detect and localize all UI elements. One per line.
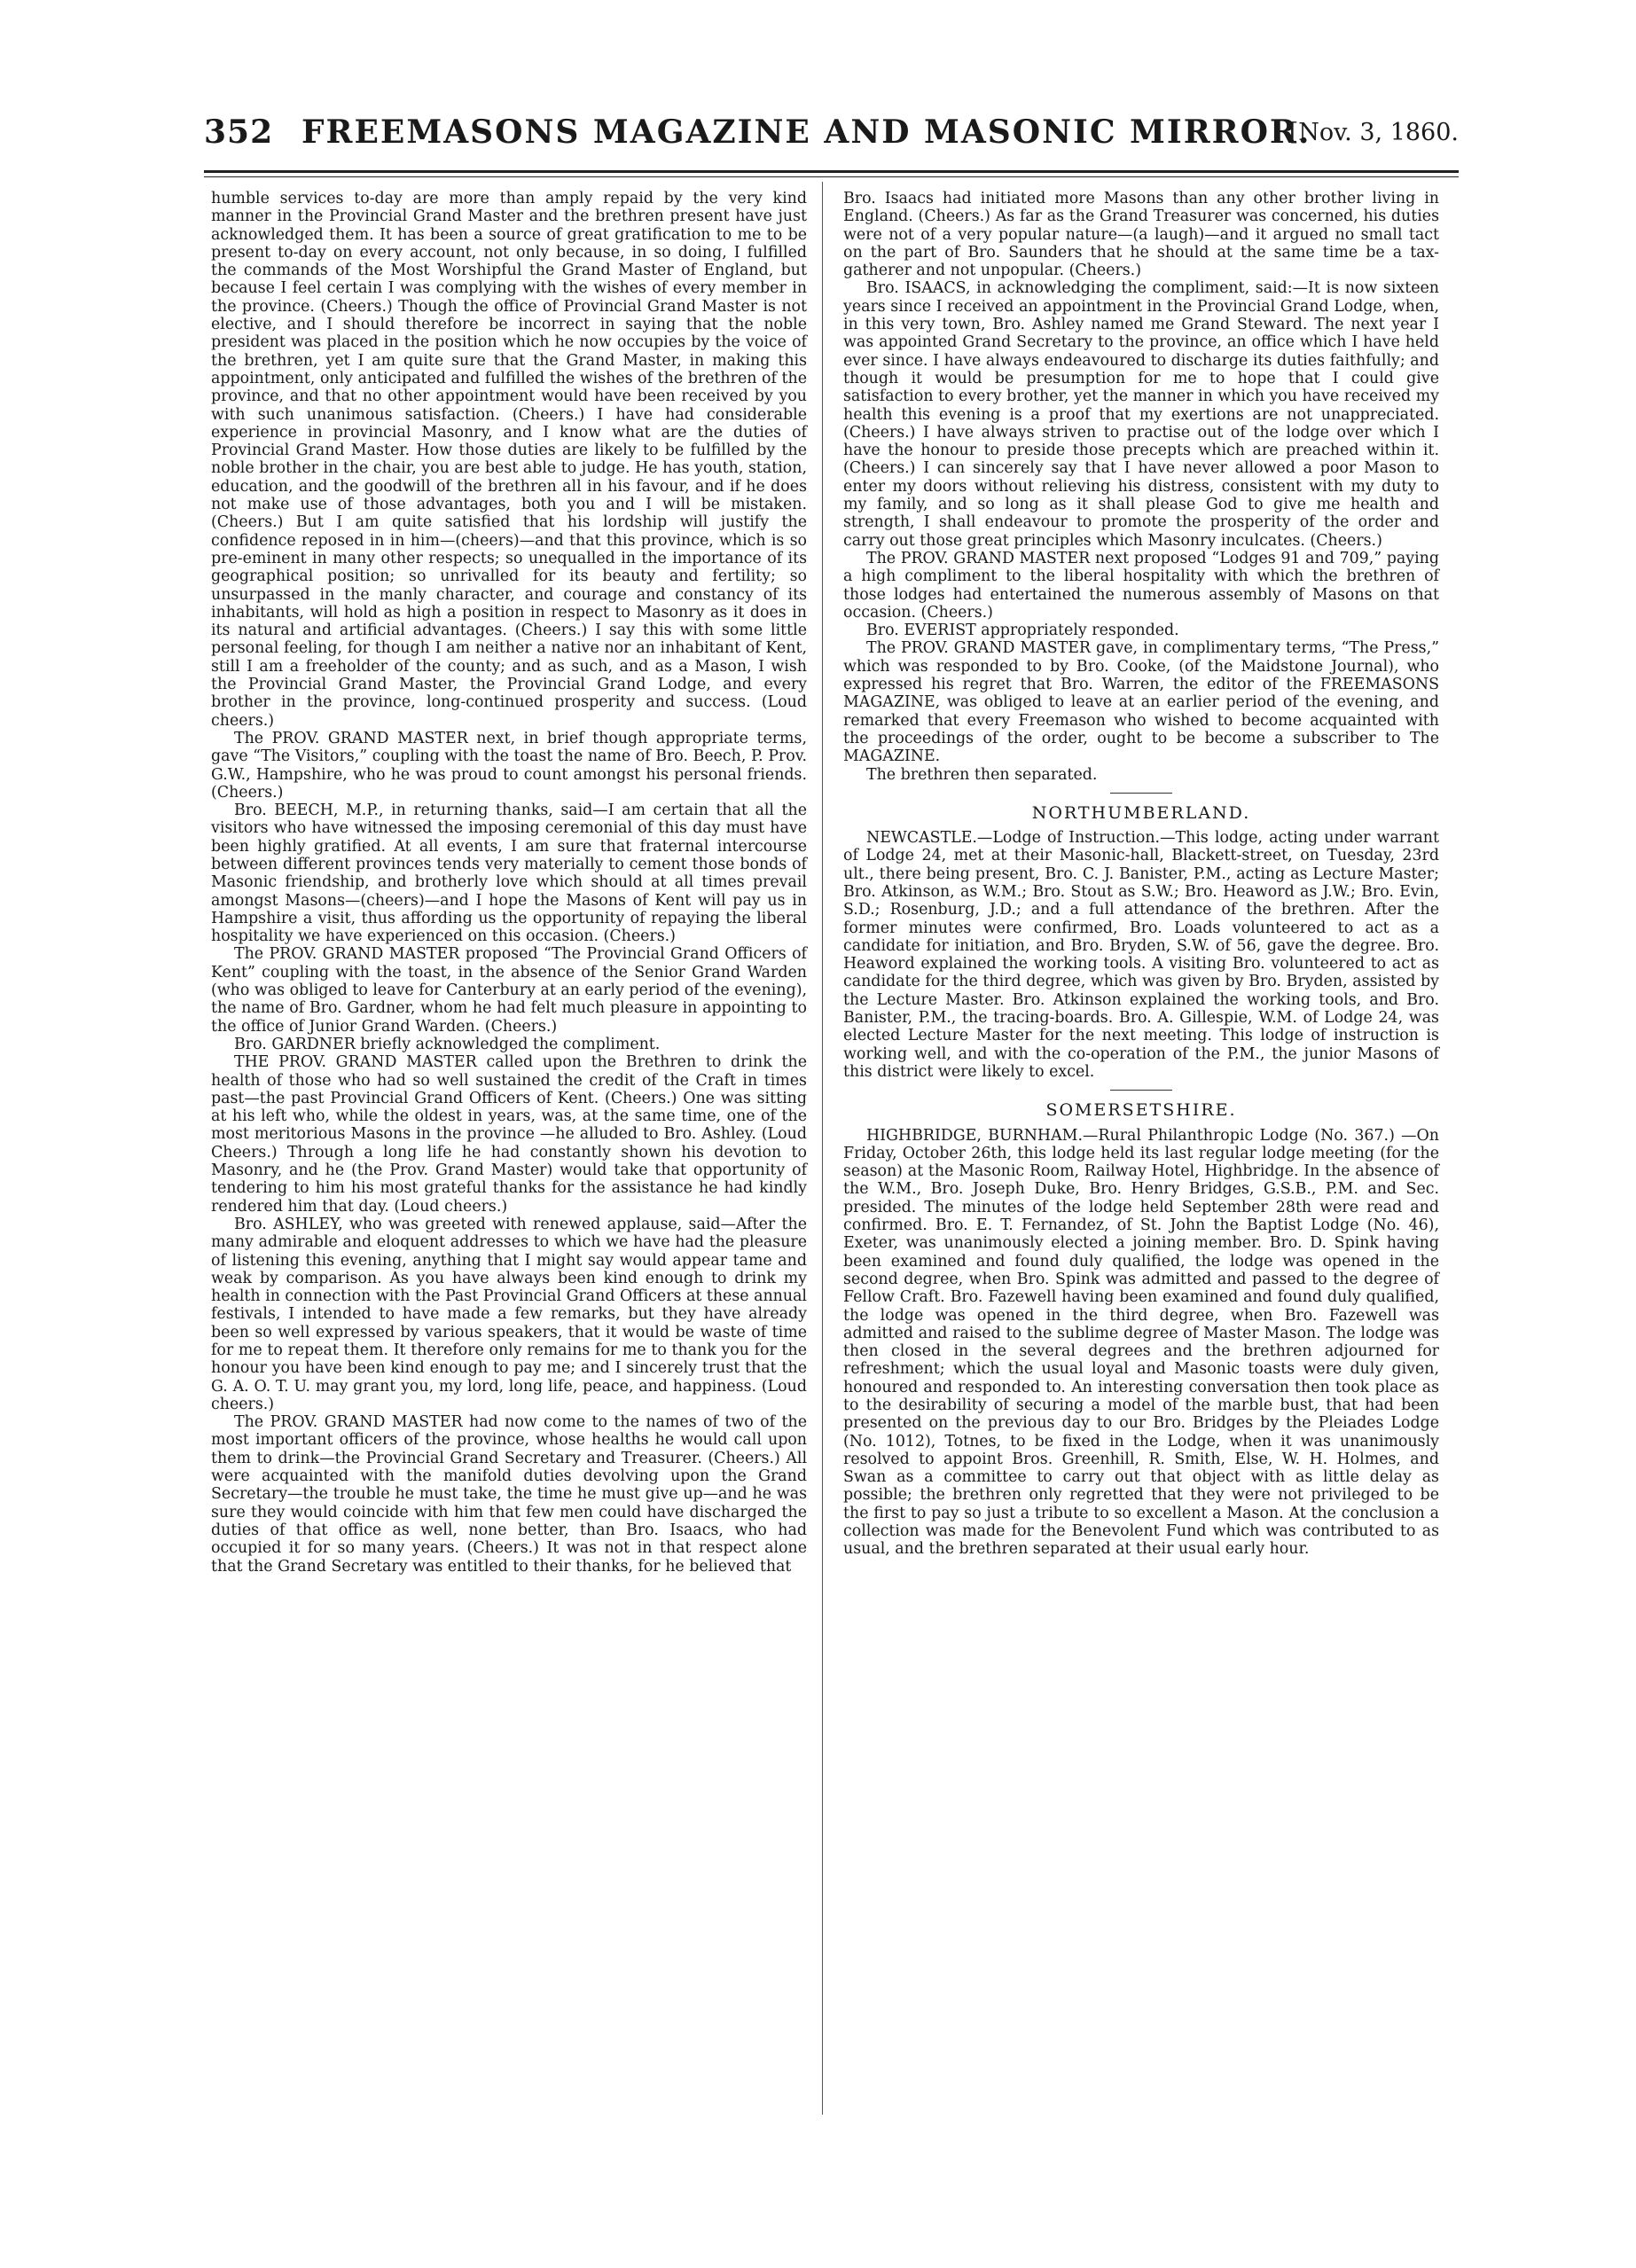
masthead-title: FREEMASONS MAGAZINE AND MASONIC MIRROR. [301,113,1311,151]
paragraph: The PROV. GRAND MASTER proposed “The Provincial Grand Officers of Kent” coupling with the toast, in the absence of the Senior Grand Warden (who was obliged to leave for Canterbury at an early period of the evening), the name of Bro. Gardner, whom he had felt much pleasure in appointing to the office of Junior Grand Warden. (Cheers.) [211,945,808,1036]
header-rule [204,170,1459,173]
paragraph: THE PROV. GRAND MASTER called upon the Brethren to drink the health of those who had so well sustained the credit of the Craft in times past—the past Provincial Grand Officers of Kent. (Cheers.) One was sitting at his left who, while the oldest in years, was, at the same time, one of the most meritorious Masons in the province —he alluded to Bro. Ashley. (Loud Cheers.) Through a long life he had constantly shown his devotion to Masonry, and he (the Prov. Grand Master) would take that opportunity of tendering to him his most grateful thanks for the assistance he had kindly rendered him that day. (Loud cheers.) [211,1053,807,1216]
page-header [204,113,1459,163]
paragraph: NEWCASTLE.—Lodge of Instruction.—This lodge, acting under warrant of Lodge 24, met at their Masonic-hall, Blackett-street, on Tuesday, 23rd ult., there being present, Bro. C. J. Banister, P.M., acting as Lecture Master; Bro. Atkinson, as W.M.; Bro. Stout as S.W.; Bro. Heaword as J.W.; Bro. Evin, S.D.; Rosenburg, J.D.; and a full attendance of the brethren. After the former minutes were confirmed, Bro. Loads volunteered to act as a candidate for initiation, and Bro. Bryden, S.W. of 56, gave the degree. Bro. Heaword explained the working tools. A visiting Bro. volunteered to act as candidate for the third degree, which was given by Bro. Bryden, assisted by the Lecture Master. Bro. Atkinson explained the working tools, and Bro. Banister, P.M., the tracing-boards. Bro. A. Gillespie, W.M. of Lodge 24, was elected Lecture Master for the next meeting. This lodge of instruction is working well, and with the co-operation of the P.M., the junior Masons of this district were likely to excel. [843,829,1439,1081]
paragraph: humble services to-day are more than amply repaid by the very kind manner in the Provincial Grand Master and the brethren present have just acknowledged them. It has been a source of great gratification to me to be present to-day on every account, not only because, in so doing, I fulfilled the commands of the Most Worshipful the Grand Master of England, but because I feel certain I was complying with the wishes of every member in the province. (Cheers.) Though the office of Provincial Grand Master is not elective, and I should therefore be incorrect in saying that the noble president was placed in the position which he now occupies by the voice of the brethren, yet I am quite sure that the Grand Master, in making this appointment, only anticipated and fulfilled the wishes of the brethren of the province, and that no other appointment would have been received by you with such unanimous satisfaction. (Cheers.) I have had considerable experience in provincial Masonry, and I know what are the duties of Provincial Grand Master. How those duties are likely to be fulfilled by the noble brother in the chair, you are best able to judge. He has youth, station, education, and the goodwill of the brethren all in his favour, and if he does not make use of those advantages, both you and I will be mistaken. (Cheers.) But I am quite satisfied that his lordship will justify the confidence reposed in in him—(cheers)—and that this province, which is so pre-eminent in many other respects; so unequalled in the importance of its geographical position; so unrivalled for its beauty and fertility; so unsurpassed in the manly character, and courage and constancy of its inhabitants, will hold as high a position in respect to Masonry as it does in its natural and artificial advantages. (Cheers.) I say this with some little personal feeling, for though I am neither a native nor an inhabitant of Kent, still I am a freeholder of the county; and as such, and as a Mason, I wish the Provincial Grand Master, the Provincial Grand Lodge, and every brother in the province, long-continued prosperity and success. (Loud cheers.) [211,190,807,730]
paragraph: Bro. Isaacs had initiated more Masons than any other brother living in England. (Cheers.) As far as the Grand Treasurer was concerned, his duties were not of a very popular nature—(a laugh)—and it argued no small tact on the part of Bro. Saunders that he should at the same time be a tax-gatherer and not unpopular. (Cheers.) [843,190,1439,280]
paragraph: Bro. ASHLEY, who was greeted with renewed applause, said—After the many admirable and eloquent addresses to which we have had the pleasure of listening this evening, anything that I might say would appear tame and weak by comparison. As you have always been kind enough to drink my health in connection with the Past Provincial Grand Officers at these annual festivals, I intended to have made a few remarks, but they have already been so well expressed by various speakers, that it would be waste of time for me to repeat them. It therefore only remains for me to thank you for the honour you have been kind enough to pay me; and I sincerely trust that the G. A. O. T. U. may grant you, my lord, long life, peace, and happiness. (Loud cheers.) [211,1215,807,1413]
section-heading-northumberland: NORTHUMBERLAND. [1031,802,1251,823]
paragraph: Bro. EVERIST appropriately responded. [866,622,1179,640]
section-rule [1110,1090,1172,1091]
section-rule [1110,793,1172,794]
left-column [211,190,807,1576]
paragraph: The PROV. GRAND MASTER gave, in complimentary terms, “The Press,” which was responded to by Bro. Cooke, (of the Maidstone Journal), who expressed his regret that Bro. Warren, the editor of the FREEMASONS MAGAZINE, was obliged to leave at an earlier period of the evening, and remarked that every Freemason who wished to become acquainted with the proceedings of the order, ought to be become a subscriber to The MAGAZINE. [843,639,1439,766]
paragraph: Bro. ISAACS, in acknowledging the compliment, said:—It is now sixteen years since I received an appointment in the Provincial Grand Lodge, when, in this very town, Bro. Ashley named me Grand Steward. The next year I was appointed Grand Secretary to the province, an office which I have held ever since. I have always endeavoured to discharge its duties faithfully; and though it would be presumption for me to hope that I could give satisfaction to every brother, yet the manner in which you have received my health this evening is a proof that my exertions are not unappreciated. (Cheers.) I have always striven to practise out of the lodge over which I have the honour to preside those precepts which are preached within it. (Cheers.) I can sincerely say that I have never allowed a poor Mason to enter my doors without relieving his distress, consistent with my duty to my family, and so long as it shall please God to give me health and strength, I shall endeavour to promote the prosperity of the order and carry out those great principles which Masonry inculcates. (Cheers.) [843,279,1439,550]
paragraph: Bro. BEECH, M.P., in returning thanks, said—I am certain that all the visitors who have witnessed the imposing ceremonial of this day must have been highly gratified. At all events, I am sure that fraternal intercourse between different provinces tends very materially to cement those bonds of Masonic friendship, and brotherly love which should at all times prevail amongst Masons—(cheers)—and I hope the Masons of Kent will pay us in Hampshire a visit, thus affording us the opportunity of repaying the liberal hospitality we have experienced on this occasion. (Cheers.) [211,802,807,946]
paragraph: The brethren then separated. [866,765,1098,784]
right-column [843,190,1439,1559]
header-rule-thin [204,176,1459,177]
section-heading-somersetshire: SOMERSETSHIRE. [1045,1100,1237,1121]
page-number: 352 [204,113,274,151]
paragraph: The PROV. GRAND MASTER had now come to the names of two of the most important officers of the province, whose healths he would call upon them to drink—the Provincial Grand Secretary and Treasurer. (Cheers.) All were acquainted with the manifold duties devolving upon the Grand Secretary—the trouble he must take, the time he must give up—and he was sure they would coincide with him that few men could have discharged the duties of that office as well, none better, than Bro. Isaacs, who had occupied it for so many years. (Cheers.) It was not in that respect alone that the Grand Secretary was entitled to their thanks, for he believed that [211,1413,807,1576]
paragraph: Bro. GARDNER briefly acknowledged the compliment. [234,1035,661,1053]
paragraph: The PROV. GRAND MASTER next proposed “Lodges 91 and 709,” paying a high compliment to the liberal hospitality with which the brethren of those lodges had entertained the numerous assembly of Masons on that occasion. (Cheers.) [843,549,1439,622]
column-divider [822,182,823,2115]
issue-date: [Nov. 3, 1860. [1288,119,1459,146]
paragraph: HIGHBRIDGE, BURNHAM.—Rural Philanthropic Lodge (No. 367.) —On Friday, October 26th, this lodge held its last regular lodge meeting (for the season) at the Masonic Room, Railway Hotel, Highbridge. In the absence of the W.M., Bro. Joseph Duke, Bro. Henry Bridges, G.S.B., P.M. and Sec. presided. The minutes of the lodge held September 28th were read and confirmed. Bro. E. T. Fernandez, of St. John the Baptist Lodge (No. 46), Exeter, was unanimously elected a joining member. Bro. D. Spink having been examined and found duly qualified, the lodge was opened in the second degree, when Bro. Spink was admitted and passed to the degree of Fellow Craft. Bro. Fazewell having been examined and found duly qualified, the lodge was opened in the third degree, when Bro. Fazewell was admitted and raised to the sublime degree of Master Mason. The lodge was then closed in the several degrees and the brethren adjourned for refreshment; which the usual loyal and Masonic toasts were duly given, honoured and responded to. An interesting conversation then took place as to the desirability of securing a model of the marble bust, that had been presented on the previous day to our Bro. Bridges by the Pleiades Lodge (No. 1012), Totnes, to be fixed in the Lodge, when it was unanimously resolved to appoint Bros. Greenhill, R. Smith, Else, W. H. Holmes, and Swan as a committee to carry out that object with as little delay as possible; the brethren only regretted that they were not privileged to be the first to pay so just a tribute to so excellent a Mason. At the conclusion a collection was made for the Benevolent Fund which was contributed to as usual, and the brethren separated at their usual early hour. [843,1126,1439,1559]
paragraph: The PROV. GRAND MASTER next, in brief though appropriate terms, gave “The Visitors,” coupling with the toast the name of Bro. Beech, P. Prov. G.W., Hampshire, who he was proud to count amongst his personal friends. (Cheers.) [211,729,807,802]
